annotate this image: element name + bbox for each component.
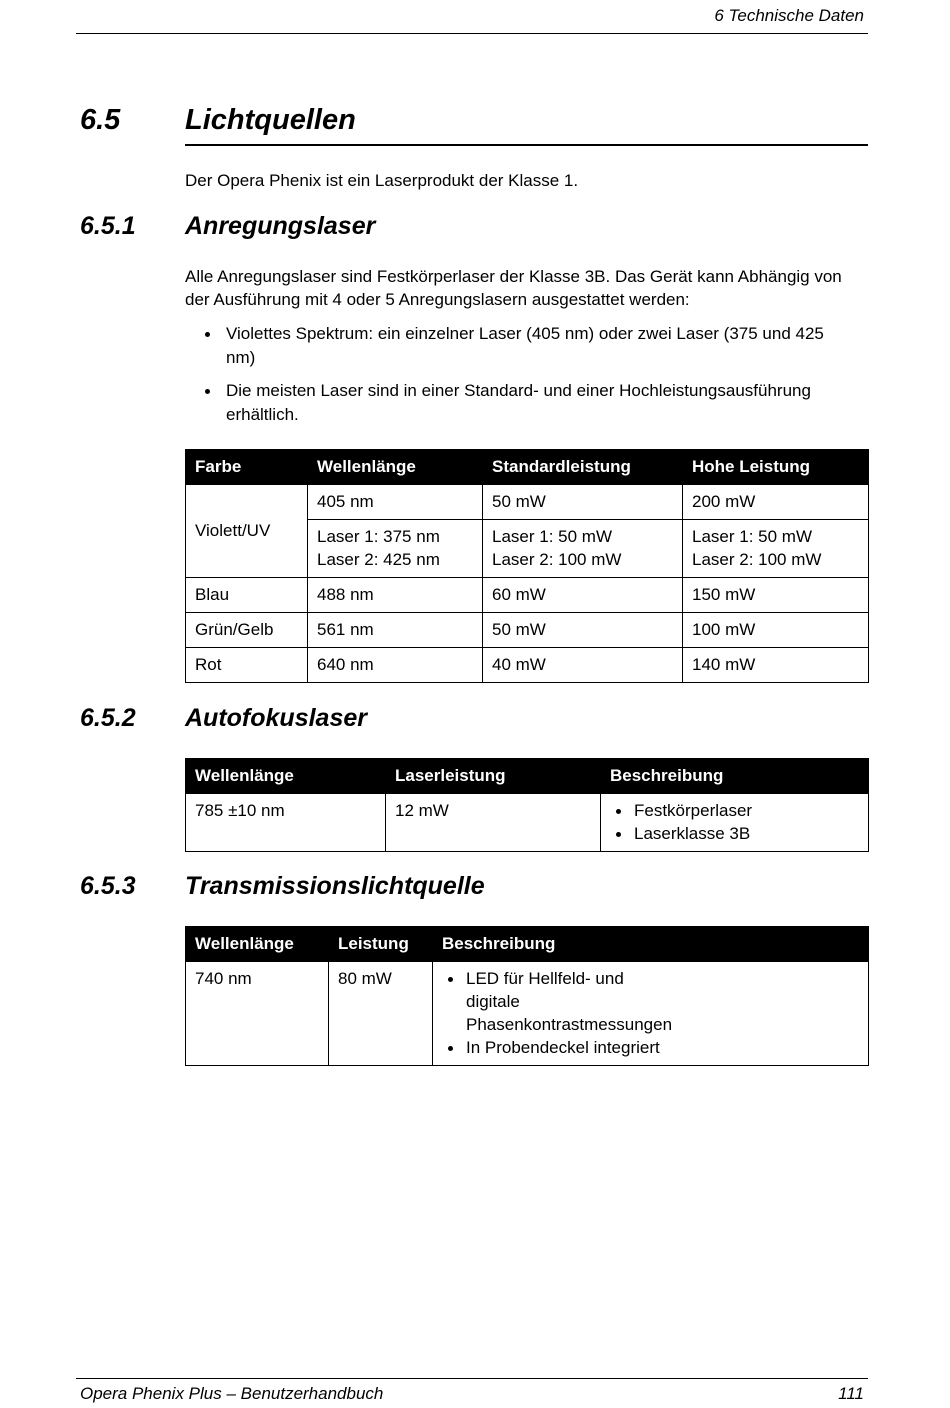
subsection-number-autofokuslaser: 6.5.2 — [80, 704, 136, 732]
footer-divider — [76, 1378, 868, 1379]
table-cell: 785 ±10 nm — [186, 794, 386, 852]
table-row — [186, 648, 869, 683]
column-header: Wellenlänge — [308, 450, 483, 485]
column-header: Beschreibung — [601, 759, 869, 794]
cell-line: Laser 2: 100 mW — [692, 550, 822, 569]
section-intro: Der Opera Phenix ist ein Laserprodukt der Klasse 1. — [185, 171, 579, 190]
column-header: Leistung — [329, 927, 433, 962]
autofocus-laser-table — [185, 758, 869, 852]
table-cell — [683, 520, 869, 578]
table-cell: 150 mW — [683, 578, 869, 613]
table-cell: 12 mW — [386, 794, 601, 852]
table-cell: 40 mW — [483, 648, 683, 683]
excitation-laser-table — [185, 449, 869, 683]
list-item: Festkörperlaser — [610, 799, 859, 822]
column-header: Farbe — [186, 450, 308, 485]
table-row — [186, 613, 869, 648]
table-row — [186, 794, 869, 852]
column-header: Beschreibung — [433, 927, 869, 962]
table-cell: 50 mW — [483, 485, 683, 520]
table-cell-color: Rot — [186, 648, 308, 683]
table-cell: 50 mW — [483, 613, 683, 648]
section-title-rule — [185, 144, 868, 146]
subsection-number-anregungslaser: 6.5.1 — [80, 212, 136, 240]
table-cell — [308, 520, 483, 578]
table-cell-color: Violett/UV — [186, 485, 308, 578]
table-row — [186, 962, 869, 1066]
table-cell: 200 mW — [683, 485, 869, 520]
table-cell — [601, 794, 869, 852]
section-title: Lichtquellen — [185, 104, 356, 136]
footer-document-title: Opera Phenix Plus – Benutzerhandbuch — [80, 1384, 384, 1403]
section-number: 6.5 — [80, 104, 121, 136]
table-cell: 405 nm — [308, 485, 483, 520]
header-divider — [76, 33, 868, 34]
list-item: LED für Hellfeld- und digitale Phasenkontrastmessungen — [442, 967, 672, 1036]
column-header: Laserleistung — [386, 759, 601, 794]
table-cell-color: Blau — [186, 578, 308, 613]
subsection-number-transmission: 6.5.3 — [80, 872, 136, 900]
table-cell: 488 nm — [308, 578, 483, 613]
running-header: 6 Technische Daten — [714, 6, 864, 25]
cell-line: Laser 1: 50 mW — [492, 527, 612, 546]
table-cell: 640 nm — [308, 648, 483, 683]
cell-line: Laser 1: 50 mW — [692, 527, 812, 546]
column-header: Wellenlänge — [186, 759, 386, 794]
table-cell: 80 mW — [329, 962, 433, 1066]
column-header: Standardleistung — [483, 450, 683, 485]
table-cell: 140 mW — [683, 648, 869, 683]
table-cell-color: Grün/Gelb — [186, 613, 308, 648]
table-cell — [433, 962, 869, 1066]
list-item: Laserklasse 3B — [610, 822, 859, 845]
subsection-title-autofokuslaser: Autofokuslaser — [185, 704, 367, 732]
bullet-item: Die meisten Laser sind in einer Standard- und einer Hochleistungsausführung erhältlich. — [185, 379, 845, 426]
table-cell: 561 nm — [308, 613, 483, 648]
cell-line: Laser 2: 425 nm — [317, 550, 440, 569]
table-cell: 60 mW — [483, 578, 683, 613]
subsection-title-transmission: Transmissionslichtquelle — [185, 872, 485, 900]
table-cell: 100 mW — [683, 613, 869, 648]
anregungslaser-paragraph: Alle Anregungslaser sind Festkörperlaser der Klasse 3B. Das Gerät kann Abhängig von der Ausführung mit 4 oder 5 Anregungslasern ausgestattet werden: — [185, 267, 842, 309]
table-cell — [483, 520, 683, 578]
table-cell: 740 nm — [186, 962, 329, 1066]
column-header: Hohe Leistung — [683, 450, 869, 485]
table-row — [186, 485, 869, 520]
bullet-item: Violettes Spektrum: ein einzelner Laser (405 nm) oder zwei Laser (375 und 425 nm) — [185, 322, 845, 369]
cell-line: Laser 1: 375 nm — [317, 527, 440, 546]
list-item: In Probendeckel integriert — [442, 1036, 672, 1059]
column-header: Wellenlänge — [186, 927, 329, 962]
page-number: 111 — [838, 1384, 864, 1403]
table-header-row — [186, 927, 869, 962]
cell-line: Laser 2: 100 mW — [492, 550, 622, 569]
subsection-title-anregungslaser: Anregungslaser — [185, 212, 376, 240]
transmission-light-table — [185, 926, 869, 1066]
table-header-row — [186, 450, 869, 485]
table-header-row — [186, 759, 869, 794]
table-row — [186, 578, 869, 613]
anregungslaser-bullet-list — [185, 322, 845, 436]
